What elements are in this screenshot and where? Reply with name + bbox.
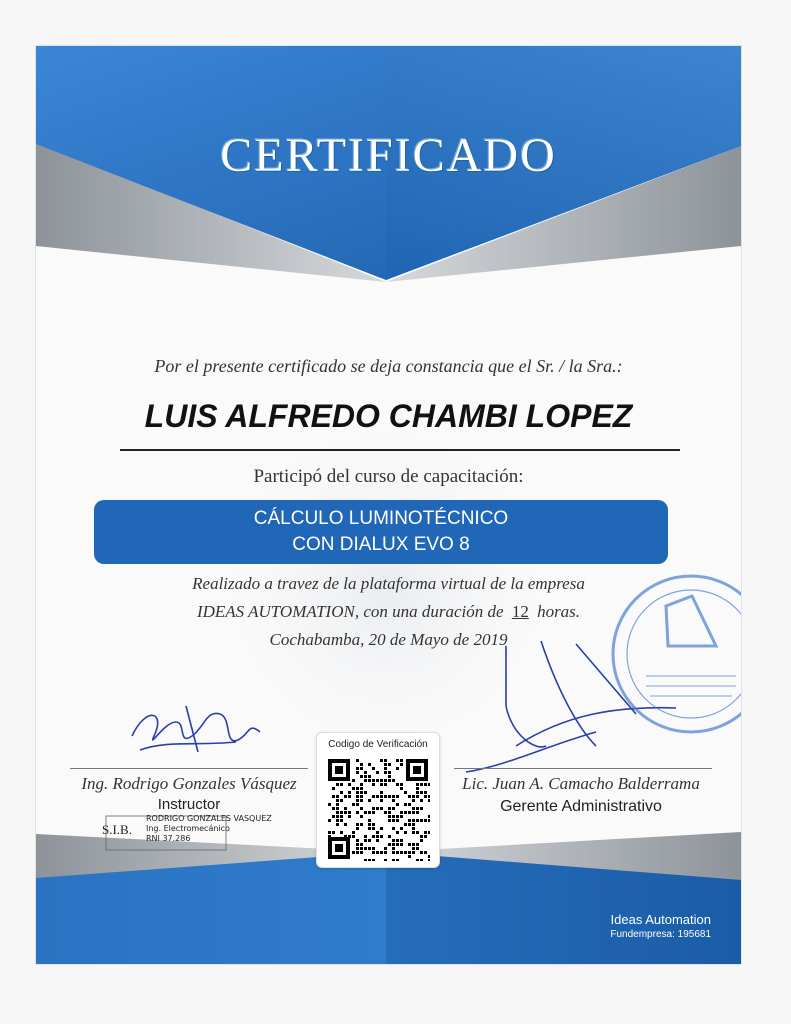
qr-module <box>376 807 379 810</box>
qr-module <box>392 779 395 782</box>
qr-module <box>388 775 391 778</box>
qr-module <box>356 771 359 774</box>
qr-module <box>380 791 383 794</box>
qr-module <box>428 855 430 858</box>
recipient-name: LUIS ALFREDO CHAMBI LOPEZ <box>144 398 633 434</box>
stamp-left-line2: Ing. Electromecánico <box>146 824 230 833</box>
qr-module <box>376 771 379 774</box>
qr-module <box>360 851 363 854</box>
qr-module <box>412 811 415 814</box>
qr-module <box>420 799 423 802</box>
qr-module <box>340 791 343 794</box>
qr-module <box>400 839 403 842</box>
qr-module <box>400 827 403 830</box>
qr-module <box>368 799 371 802</box>
qr-module <box>356 767 359 770</box>
qr-module <box>376 831 379 834</box>
qr-code[interactable] <box>326 757 430 861</box>
qr-module <box>340 831 343 834</box>
manager-role: Gerente Administrativo <box>500 798 662 815</box>
qr-module <box>420 791 423 794</box>
qr-module <box>392 799 395 802</box>
qr-module <box>388 815 391 818</box>
qr-module <box>412 831 415 834</box>
qr-module <box>420 783 423 786</box>
qr-module <box>356 759 359 762</box>
qr-module <box>364 835 367 838</box>
qr-module <box>396 795 399 798</box>
detail-line-2-suffix: horas. <box>537 602 581 621</box>
qr-module <box>356 851 359 854</box>
qr-module <box>428 831 430 834</box>
qr-module <box>376 795 379 798</box>
course-title-line1: CÁLCULO LUMINOTÉCNICO <box>253 508 509 529</box>
qr-module <box>400 759 403 762</box>
qr-module <box>364 779 367 782</box>
qr-module <box>428 815 430 818</box>
qr-module <box>364 811 367 814</box>
qr-module <box>360 763 363 766</box>
qr-module <box>400 815 403 818</box>
qr-module <box>336 807 339 810</box>
qr-module <box>344 795 347 798</box>
qr-module <box>336 811 339 814</box>
left-signature-ink <box>132 706 260 752</box>
qr-module <box>332 787 335 790</box>
qr-module <box>380 795 383 798</box>
qr-label: Codigo de Verificación <box>328 739 428 750</box>
qr-module <box>392 815 395 818</box>
qr-module <box>412 795 415 798</box>
qr-module <box>376 851 379 854</box>
qr-module <box>336 795 339 798</box>
qr-module <box>372 827 375 830</box>
qr-module <box>416 843 419 846</box>
qr-module <box>380 783 383 786</box>
qr-module <box>412 823 415 826</box>
qr-module <box>396 767 399 770</box>
qr-module <box>340 819 343 822</box>
qr-module <box>356 799 359 802</box>
qr-module <box>372 811 375 814</box>
qr-module <box>372 859 375 861</box>
qr-module <box>388 843 391 846</box>
qr-module <box>384 763 387 766</box>
qr-module <box>420 859 423 861</box>
qr-module <box>368 847 371 850</box>
qr-module <box>404 803 407 806</box>
qr-module <box>352 803 355 806</box>
qr-module <box>400 851 403 854</box>
left-signature-line <box>70 768 308 769</box>
qr-module <box>408 843 411 846</box>
qr-module <box>396 831 399 834</box>
qr-module <box>352 835 355 838</box>
certificate-title: CERTIFICADO <box>220 129 557 182</box>
verification-card <box>316 732 440 868</box>
qr-module <box>360 783 363 786</box>
qr-module <box>416 811 419 814</box>
qr-module <box>356 823 359 826</box>
qr-module <box>424 795 427 798</box>
qr-module <box>400 811 403 814</box>
qr-module <box>360 787 363 790</box>
qr-module <box>352 851 355 854</box>
qr-module <box>392 843 395 846</box>
qr-module <box>380 799 383 802</box>
qr-module <box>372 795 375 798</box>
qr-module <box>392 859 395 861</box>
qr-module <box>348 811 351 814</box>
qr-module <box>412 851 415 854</box>
place-date: Cochabamba, 20 de Mayo de 2019 <box>269 630 508 649</box>
qr-module <box>408 855 411 858</box>
qr-module <box>416 783 419 786</box>
detail-line-2 <box>36 602 741 622</box>
qr-module <box>368 811 371 814</box>
qr-module <box>408 823 411 826</box>
intro-text: Por el presente certificado se deja constancia que el Sr. / la Sra.: <box>154 356 623 376</box>
qr-module <box>328 803 331 806</box>
qr-module <box>388 807 391 810</box>
qr-module <box>408 851 411 854</box>
qr-module <box>388 771 391 774</box>
qr-module <box>388 811 391 814</box>
qr-module <box>404 811 407 814</box>
qr-module <box>368 819 371 822</box>
qr-module <box>392 851 395 854</box>
qr-module <box>384 771 387 774</box>
qr-module <box>368 823 371 826</box>
qr-module <box>348 795 351 798</box>
qr-module <box>340 799 343 802</box>
qr-module <box>412 819 415 822</box>
qr-module <box>420 835 423 838</box>
qr-module <box>404 791 407 794</box>
qr-module <box>348 835 351 838</box>
qr-module <box>376 835 379 838</box>
qr-module <box>396 851 399 854</box>
qr-module <box>332 831 335 834</box>
qr-module <box>360 823 363 826</box>
qr-module <box>416 807 419 810</box>
course-title-line2: CON DIALUX EVO 8 <box>292 534 470 555</box>
qr-module <box>388 763 391 766</box>
qr-module <box>380 835 383 838</box>
qr-module <box>360 847 363 850</box>
qr-module <box>344 811 347 814</box>
footer-registry: Fundempresa: 195681 <box>610 929 711 940</box>
qr-module <box>408 811 411 814</box>
stamp-sib-label: S.I.B. <box>102 822 132 837</box>
qr-module <box>344 807 347 810</box>
qr-module <box>416 859 419 861</box>
qr-module <box>416 795 419 798</box>
qr-module <box>416 831 419 834</box>
qr-module <box>356 811 359 814</box>
qr-module <box>380 759 383 762</box>
participated-text: Participó del curso de capacitación: <box>253 466 524 487</box>
qr-module <box>404 823 407 826</box>
qr-module <box>364 839 367 842</box>
qr-module <box>360 795 363 798</box>
qr-module <box>356 843 359 846</box>
qr-module <box>372 835 375 838</box>
qr-module <box>400 783 403 786</box>
qr-module <box>360 799 363 802</box>
qr-module <box>356 791 359 794</box>
qr-module <box>416 819 419 822</box>
qr-module <box>336 783 339 786</box>
qr-module <box>412 827 415 830</box>
qr-module <box>428 819 430 822</box>
qr-module <box>364 859 367 861</box>
qr-module <box>396 803 399 806</box>
qr-module <box>364 775 367 778</box>
qr-module <box>396 783 399 786</box>
qr-module <box>376 839 379 842</box>
qr-module <box>340 815 343 818</box>
qr-module <box>380 851 383 854</box>
qr-module <box>416 791 419 794</box>
qr-module <box>348 791 351 794</box>
qr-module <box>352 831 355 834</box>
name-underline <box>120 449 680 451</box>
qr-module <box>328 835 331 838</box>
qr-module <box>336 815 339 818</box>
qr-module <box>352 787 355 790</box>
qr-module <box>400 787 403 790</box>
qr-module <box>384 795 387 798</box>
qr-module <box>348 815 351 818</box>
instructor-name: Ing. Rodrigo Gonzales Vásquez <box>81 774 297 793</box>
right-signature-line <box>454 768 712 769</box>
qr-module <box>408 803 411 806</box>
qr-module <box>400 763 403 766</box>
qr-module <box>372 779 375 782</box>
manager-name: Lic. Juan A. Camacho Balderrama <box>462 774 700 793</box>
qr-module <box>372 851 375 854</box>
certificate <box>36 46 741 964</box>
footer-brand <box>610 912 711 940</box>
qr-module <box>384 759 387 762</box>
qr-module <box>360 775 363 778</box>
qr-module <box>328 831 331 834</box>
qr-module <box>364 847 367 850</box>
qr-module <box>384 859 387 861</box>
detail-line-1: Realizado a travez de la plataforma virtual de la empresa <box>192 574 585 593</box>
qr-module <box>392 819 395 822</box>
qr-module <box>400 843 403 846</box>
stamp-left-line1: RODRIGO GONZALES VASQUEZ <box>146 814 272 823</box>
qr-module <box>356 827 359 830</box>
qr-module <box>412 847 415 850</box>
qr-module <box>332 807 335 810</box>
qr-module <box>344 835 347 838</box>
qr-module <box>416 847 419 850</box>
qr-module <box>388 779 391 782</box>
qr-module <box>340 783 343 786</box>
qr-module <box>368 775 371 778</box>
qr-module <box>328 819 331 822</box>
qr-module <box>380 779 383 782</box>
qr-module <box>356 803 359 806</box>
qr-module <box>428 859 430 861</box>
qr-module <box>332 795 335 798</box>
stamp-left-line3: RNI 37.286 <box>146 834 191 843</box>
qr-module <box>396 759 399 762</box>
qr-module <box>356 787 359 790</box>
qr-module <box>396 839 399 842</box>
qr-module <box>396 843 399 846</box>
qr-module <box>356 847 359 850</box>
qr-module <box>404 831 407 834</box>
qr-module <box>396 815 399 818</box>
qr-module <box>380 807 383 810</box>
qr-module <box>372 767 375 770</box>
qr-module <box>412 799 415 802</box>
qr-module <box>364 791 367 794</box>
stamp-left-text <box>146 814 272 844</box>
qr-module <box>336 799 339 802</box>
qr-module <box>372 823 375 826</box>
qr-module <box>364 771 367 774</box>
qr-module <box>360 791 363 794</box>
qr-module <box>380 827 383 830</box>
detail-line-2-prefix: IDEAS AUTOMATION, con una duración de <box>196 602 504 621</box>
qr-module <box>384 783 387 786</box>
qr-module <box>368 839 371 842</box>
qr-module <box>420 807 423 810</box>
qr-module <box>352 779 355 782</box>
qr-module <box>392 807 395 810</box>
qr-module <box>424 783 427 786</box>
qr-module <box>388 835 391 838</box>
qr-module <box>356 839 359 842</box>
qr-module <box>392 795 395 798</box>
qr-module <box>332 815 335 818</box>
qr-module <box>336 819 339 822</box>
qr-module <box>424 835 427 838</box>
course-hours: 12 <box>511 602 529 621</box>
qr-module <box>428 795 430 798</box>
qr-module <box>372 807 375 810</box>
qr-module <box>396 819 399 822</box>
qr-module <box>392 827 395 830</box>
qr-module <box>348 783 351 786</box>
qr-module <box>424 851 427 854</box>
qr-module <box>396 859 399 861</box>
qr-module <box>368 763 371 766</box>
qr-module <box>360 807 363 810</box>
qr-module <box>428 799 430 802</box>
qr-module <box>368 827 371 830</box>
qr-module <box>412 843 415 846</box>
qr-module <box>404 851 407 854</box>
qr-module <box>408 819 411 822</box>
qr-module <box>392 839 395 842</box>
qr-module <box>412 807 415 810</box>
instructor-role: Instructor <box>157 796 221 813</box>
qr-module <box>388 795 391 798</box>
qr-module <box>336 803 339 806</box>
qr-module <box>336 823 339 826</box>
qr-module <box>420 851 423 854</box>
qr-module <box>420 819 423 822</box>
qr-module <box>360 815 363 818</box>
qr-module <box>388 819 391 822</box>
qr-module <box>424 819 427 822</box>
qr-module <box>384 811 387 814</box>
qr-module <box>360 767 363 770</box>
qr-module <box>408 795 411 798</box>
qr-module <box>384 847 387 850</box>
qr-module <box>372 847 375 850</box>
qr-module <box>420 839 423 842</box>
qr-module <box>372 783 375 786</box>
qr-module <box>356 795 359 798</box>
course-banner <box>94 500 668 564</box>
qr-module <box>384 779 387 782</box>
qr-module <box>368 859 371 861</box>
qr-module <box>392 847 395 850</box>
qr-module <box>340 811 343 814</box>
qr-module <box>424 791 427 794</box>
qr-module <box>360 843 363 846</box>
qr-module <box>384 851 387 854</box>
qr-module <box>416 787 419 790</box>
qr-module <box>384 767 387 770</box>
qr-module <box>428 783 430 786</box>
footer-brand-name: Ideas Automation <box>610 912 711 927</box>
qr-module <box>368 779 371 782</box>
qr-module <box>344 823 347 826</box>
qr-module <box>424 831 427 834</box>
qr-module <box>376 779 379 782</box>
